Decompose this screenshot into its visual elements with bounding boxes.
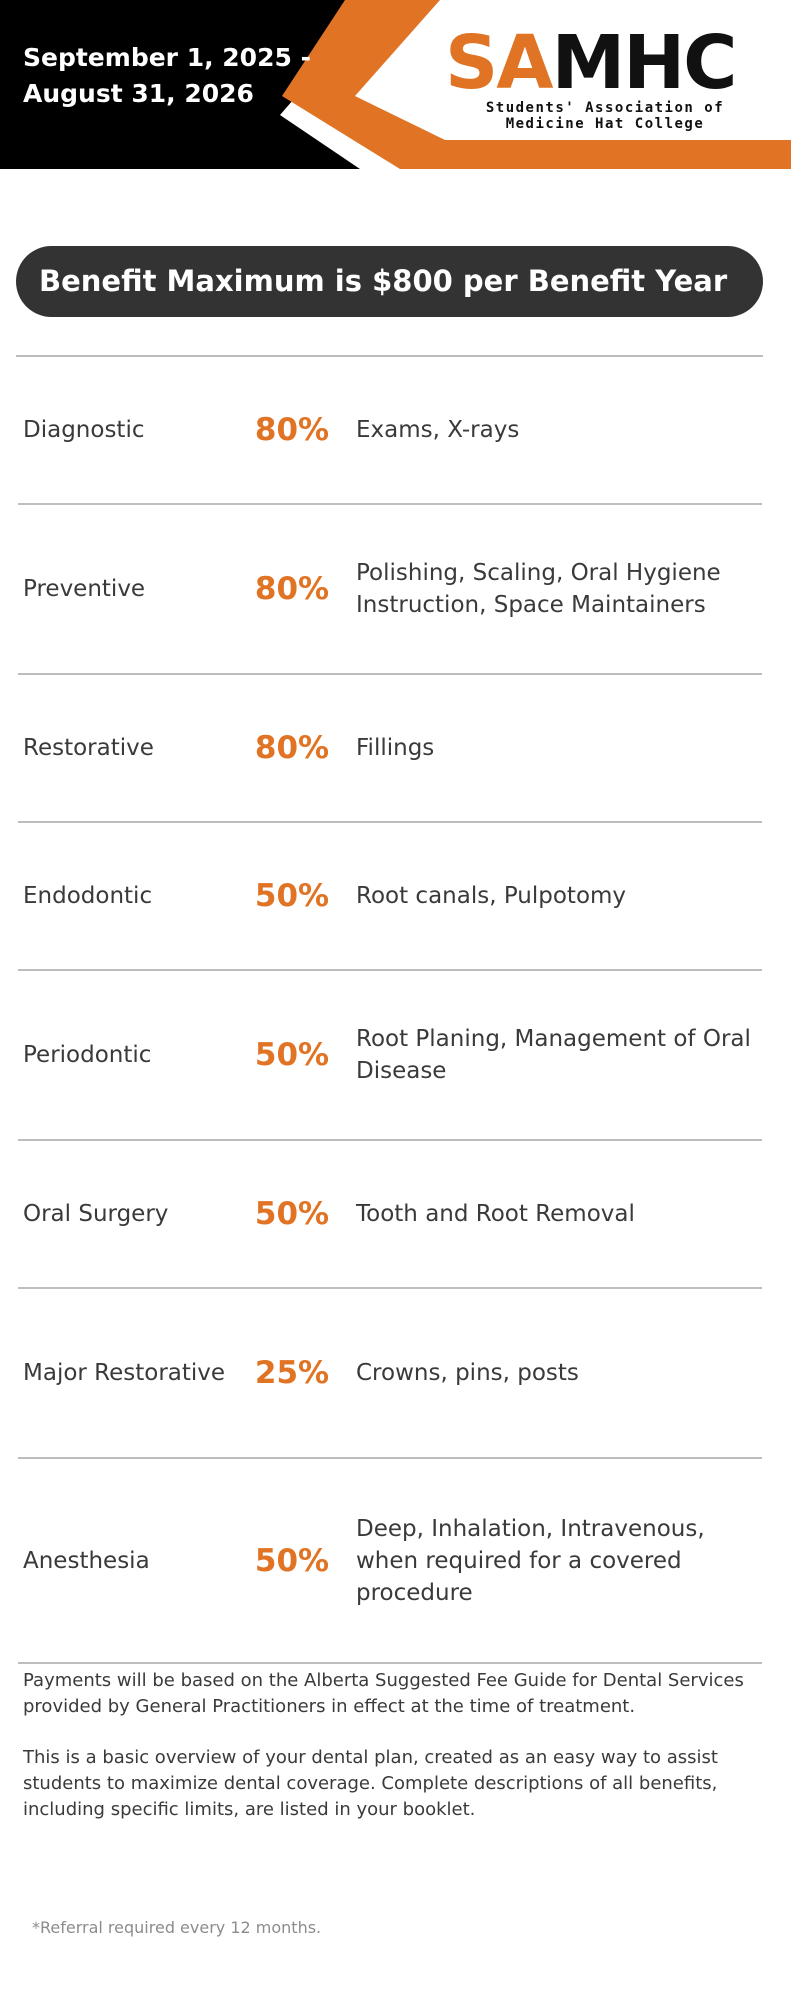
coverage-category: Major Restorative (23, 1360, 226, 1386)
referral-footnote: *Referral required every 12 months. (32, 1918, 322, 1937)
coverage-row (18, 505, 762, 675)
date-end: August 31, 2026 (23, 79, 254, 108)
coverage-percent: 50% (254, 878, 330, 914)
logo-sa: SA (445, 26, 552, 96)
coverage-row (18, 675, 762, 823)
coverage-description: Deep, Inhalation, Intravenous, when required for a covered procedure (356, 1515, 705, 1606)
coverage-category: Anesthesia (23, 1547, 150, 1574)
date-start: September 1, 2025 - (23, 43, 311, 72)
logo-wordmark (445, 26, 765, 96)
logo-mhc: MHC (551, 26, 736, 96)
coverage-percent: 50% (254, 1542, 330, 1579)
coverage-percent: 80% (254, 412, 330, 448)
coverage-row (18, 1141, 762, 1289)
coverage-description: Exams, X-rays (356, 417, 520, 443)
date-range (23, 40, 311, 112)
coverage-table (18, 357, 762, 1664)
coverage-row (18, 971, 762, 1141)
fee-guide-note: Payments will be based on the Alberta Suggested Fee Guide for Dental Services provided by General Practitioners in effect at the time of treatment. (23, 1670, 744, 1717)
coverage-row (18, 823, 762, 971)
logo-subtitle-line1: Students' Association of (485, 100, 725, 116)
coverage-percent: 80% (254, 730, 330, 766)
coverage-category: Oral Surgery (23, 1201, 169, 1227)
logo-subtitle (445, 100, 765, 132)
coverage-category: Periodontic (23, 1042, 152, 1068)
coverage-description: Root Planing, Management of Oral Disease (356, 1026, 751, 1084)
coverage-row (18, 357, 762, 505)
coverage-percent: 25% (254, 1355, 330, 1391)
coverage-percent: 80% (254, 571, 330, 607)
coverage-row (18, 1289, 762, 1459)
coverage-description: Polishing, Scaling, Oral Hygiene Instruction, Space Maintainers (356, 560, 721, 618)
coverage-category: Restorative (23, 735, 154, 761)
benefit-maximum-banner: Benefit Maximum is $800 per Benefit Year (16, 246, 763, 317)
header (0, 0, 791, 169)
coverage-category: Diagnostic (23, 417, 145, 443)
coverage-category: Endodontic (23, 883, 153, 909)
coverage-description: Tooth and Root Removal (356, 1201, 635, 1227)
coverage-description: Fillings (356, 735, 435, 761)
coverage-category: Preventive (23, 576, 146, 602)
coverage-percent: 50% (254, 1196, 330, 1232)
coverage-row (18, 1459, 762, 1664)
coverage-description: Root canals, Pulpotomy (356, 883, 627, 909)
samhc-logo (445, 26, 765, 132)
logo-subtitle-line2: Medicine Hat College (505, 116, 705, 132)
coverage-description: Crowns, pins, posts (356, 1360, 579, 1386)
coverage-percent: 50% (254, 1037, 330, 1073)
overview-note: This is a basic overview of your dental plan, created as an easy way to assist students to maximize dental coverage. Complete descriptions of all benefits, including specific limits, are listed in your booklet. (23, 1747, 718, 1820)
